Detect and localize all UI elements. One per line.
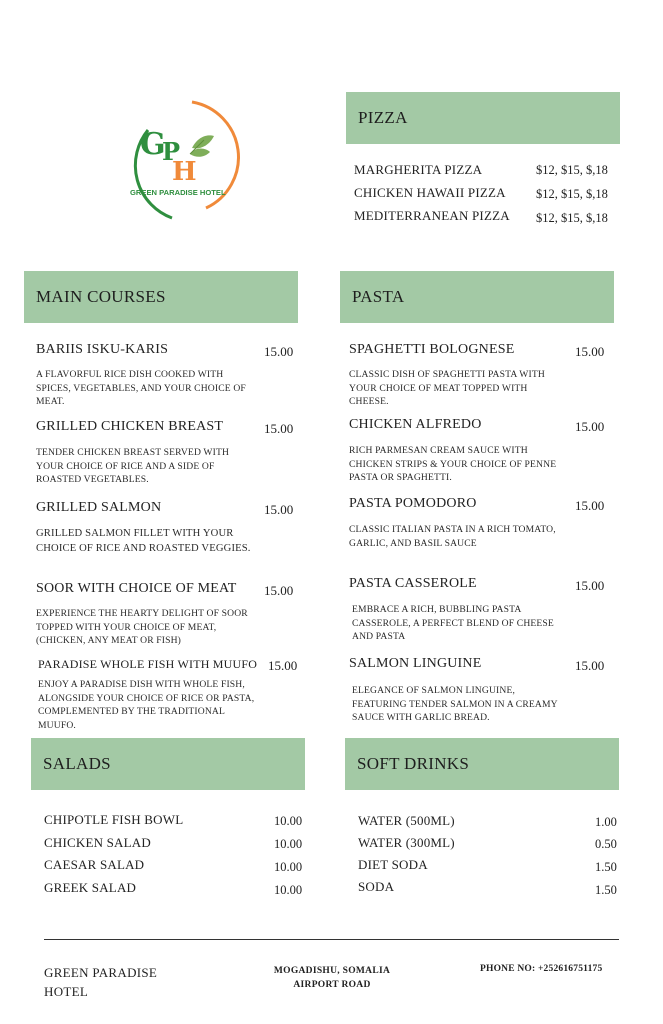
footer-phone: PHONE NO: +252616751175: [480, 964, 603, 974]
hotel-logo: [110, 96, 240, 226]
drink-name: WATER (300ML): [358, 835, 455, 850]
main-course-name: GRILLED CHICKEN BREAST: [36, 419, 224, 434]
drink-name: SODA: [358, 879, 395, 894]
footer-divider: [44, 939, 619, 940]
drink-name: DIET SODA: [358, 857, 428, 872]
pasta-name: CHICKEN ALFREDO: [349, 417, 482, 432]
main-course-price: 15.00: [264, 583, 294, 598]
pasta-price: 15.00: [575, 498, 605, 513]
salads-header: SALADS: [31, 738, 305, 790]
footer-address-line1: MOGADISHU, SOMALIA: [273, 966, 391, 976]
main-course-price: 15.00: [268, 658, 298, 673]
pasta-name: SPAGHETTI BOLOGNESE: [349, 342, 515, 357]
main-course-price: 15.00: [264, 421, 294, 436]
pasta-description: EMBRACE A RICH, BUBBLING PASTA CASSEROLE, A PERFECT BLEND OF CHEESE AND PASTA: [352, 604, 554, 643]
salad-name: CAESAR SALAD: [44, 857, 145, 872]
footer-hotel-name-line1: GREEN PARADISE: [44, 965, 158, 980]
main-course-price: 15.00: [264, 344, 294, 359]
salad-name: CHICKEN SALAD: [44, 835, 151, 850]
salad-price: 10.00: [274, 837, 303, 851]
pizza-item-name: MEDITERRANEAN PIZZA: [354, 208, 510, 223]
footer-hotel-name-line2: HOTEL: [44, 984, 89, 999]
drink-price: 0.50: [595, 837, 617, 851]
footer-address: [262, 964, 402, 992]
drink-price: 1.00: [595, 815, 617, 829]
pizza-header: PIZZA: [346, 92, 620, 144]
footer-hotel-name: [44, 963, 184, 1001]
main-course-description: A FLAVORFUL RICE DISH COOKED WITH SPICES, VEGETABLES, AND YOUR CHOICE OF MEAT.: [36, 369, 246, 408]
pasta-description: RICH PARMESAN CREAM SAUCE WITH CHICKEN STRIPS & YOUR CHOICE OF PENNE PASTA OR SPAGHETTI.: [349, 445, 557, 484]
pasta-description: CLASSIC ITALIAN PASTA IN A RICH TOMATO, GARLIC, AND BASIL SAUCE: [349, 524, 556, 549]
main-course-name: GRILLED SALMON: [36, 500, 162, 515]
main-course-description: TENDER CHICKEN BREAST SERVED WITH YOUR CHOICE OF RICE AND A SIDE OF ROASTED VEGETABLES.: [36, 447, 230, 486]
main-course-description: EXPERIENCE THE HEARTY DELIGHT OF SOOR TOPPED WITH YOUR CHOICE OF MEAT, (CHICKEN, ANY MEAT OR FISH): [36, 608, 248, 647]
pasta-name: PASTA CASSEROLE: [349, 576, 477, 591]
pizza-item-price: $12, $15, $,18: [536, 187, 608, 201]
logo-letter-h: H: [172, 157, 197, 187]
salad-name: GREEK SALAD: [44, 880, 137, 895]
salad-price: 10.00: [274, 814, 303, 828]
soft-drinks-header: SOFT DRINKS: [345, 738, 619, 790]
salad-name: CHIPOTLE FISH BOWL: [44, 812, 184, 827]
main-course-price: 15.00: [264, 502, 294, 517]
pasta-description: CLASSIC DISH OF SPAGHETTI PASTA WITH YOUR CHOICE OF MEAT TOPPED WITH CHEESE.: [349, 369, 545, 408]
pasta-header: PASTA: [340, 271, 614, 323]
pasta-name: PASTA POMODORO: [349, 496, 477, 511]
logo-letter-p: P: [162, 137, 181, 166]
pizza-item-price: $12, $15, $,18: [536, 211, 608, 225]
drink-price: 1.50: [595, 860, 617, 874]
pasta-name: SALMON LINGUINE: [349, 656, 482, 671]
main-course-description: GRILLED SALMON FILLET WITH YOUR CHOICE OF RICE AND ROASTED VEGGIES.: [36, 528, 251, 554]
main-course-description: ENJOY A PARADISE DISH WITH WHOLE FISH, ALONGSIDE YOUR CHOICE OF RICE OR PASTA, COMPLEMENTED BY THE TRADITIONAL MUUFO.: [38, 679, 255, 731]
drink-name: WATER (500ML): [358, 813, 455, 828]
pasta-price: 15.00: [575, 658, 605, 673]
main-course-name: BARIIS ISKU-KARIS: [36, 342, 169, 357]
drink-price: 1.50: [595, 883, 617, 897]
main-course-name: SOOR WITH CHOICE OF MEAT: [36, 581, 237, 596]
logo-caption: GREEN PARADISE HOTEL: [130, 188, 226, 197]
pizza-item-name: MARGHERITA PIZZA: [354, 162, 483, 177]
logo-letter-g: G: [140, 127, 166, 162]
main-courses-header: MAIN COURSES: [24, 271, 298, 323]
salad-price: 10.00: [274, 860, 303, 874]
logo-emblem: [110, 96, 240, 226]
pizza-item-price: $12, $15, $,18: [536, 163, 608, 177]
pasta-description: ELEGANCE OF SALMON LINGUINE, FEATURING TENDER SALMON IN A CREAMY SAUCE WITH GARLIC BREAD.: [352, 685, 558, 724]
footer-address-line2: AIRPORT ROAD: [293, 980, 371, 990]
pasta-price: 15.00: [575, 419, 605, 434]
pasta-price: 15.00: [575, 344, 605, 359]
pizza-item-name: CHICKEN HAWAII PIZZA: [354, 185, 506, 200]
main-course-name: PARADISE WHOLE FISH WITH MUUFO: [38, 657, 258, 671]
pasta-price: 15.00: [575, 578, 605, 593]
salad-price: 10.00: [274, 883, 303, 897]
